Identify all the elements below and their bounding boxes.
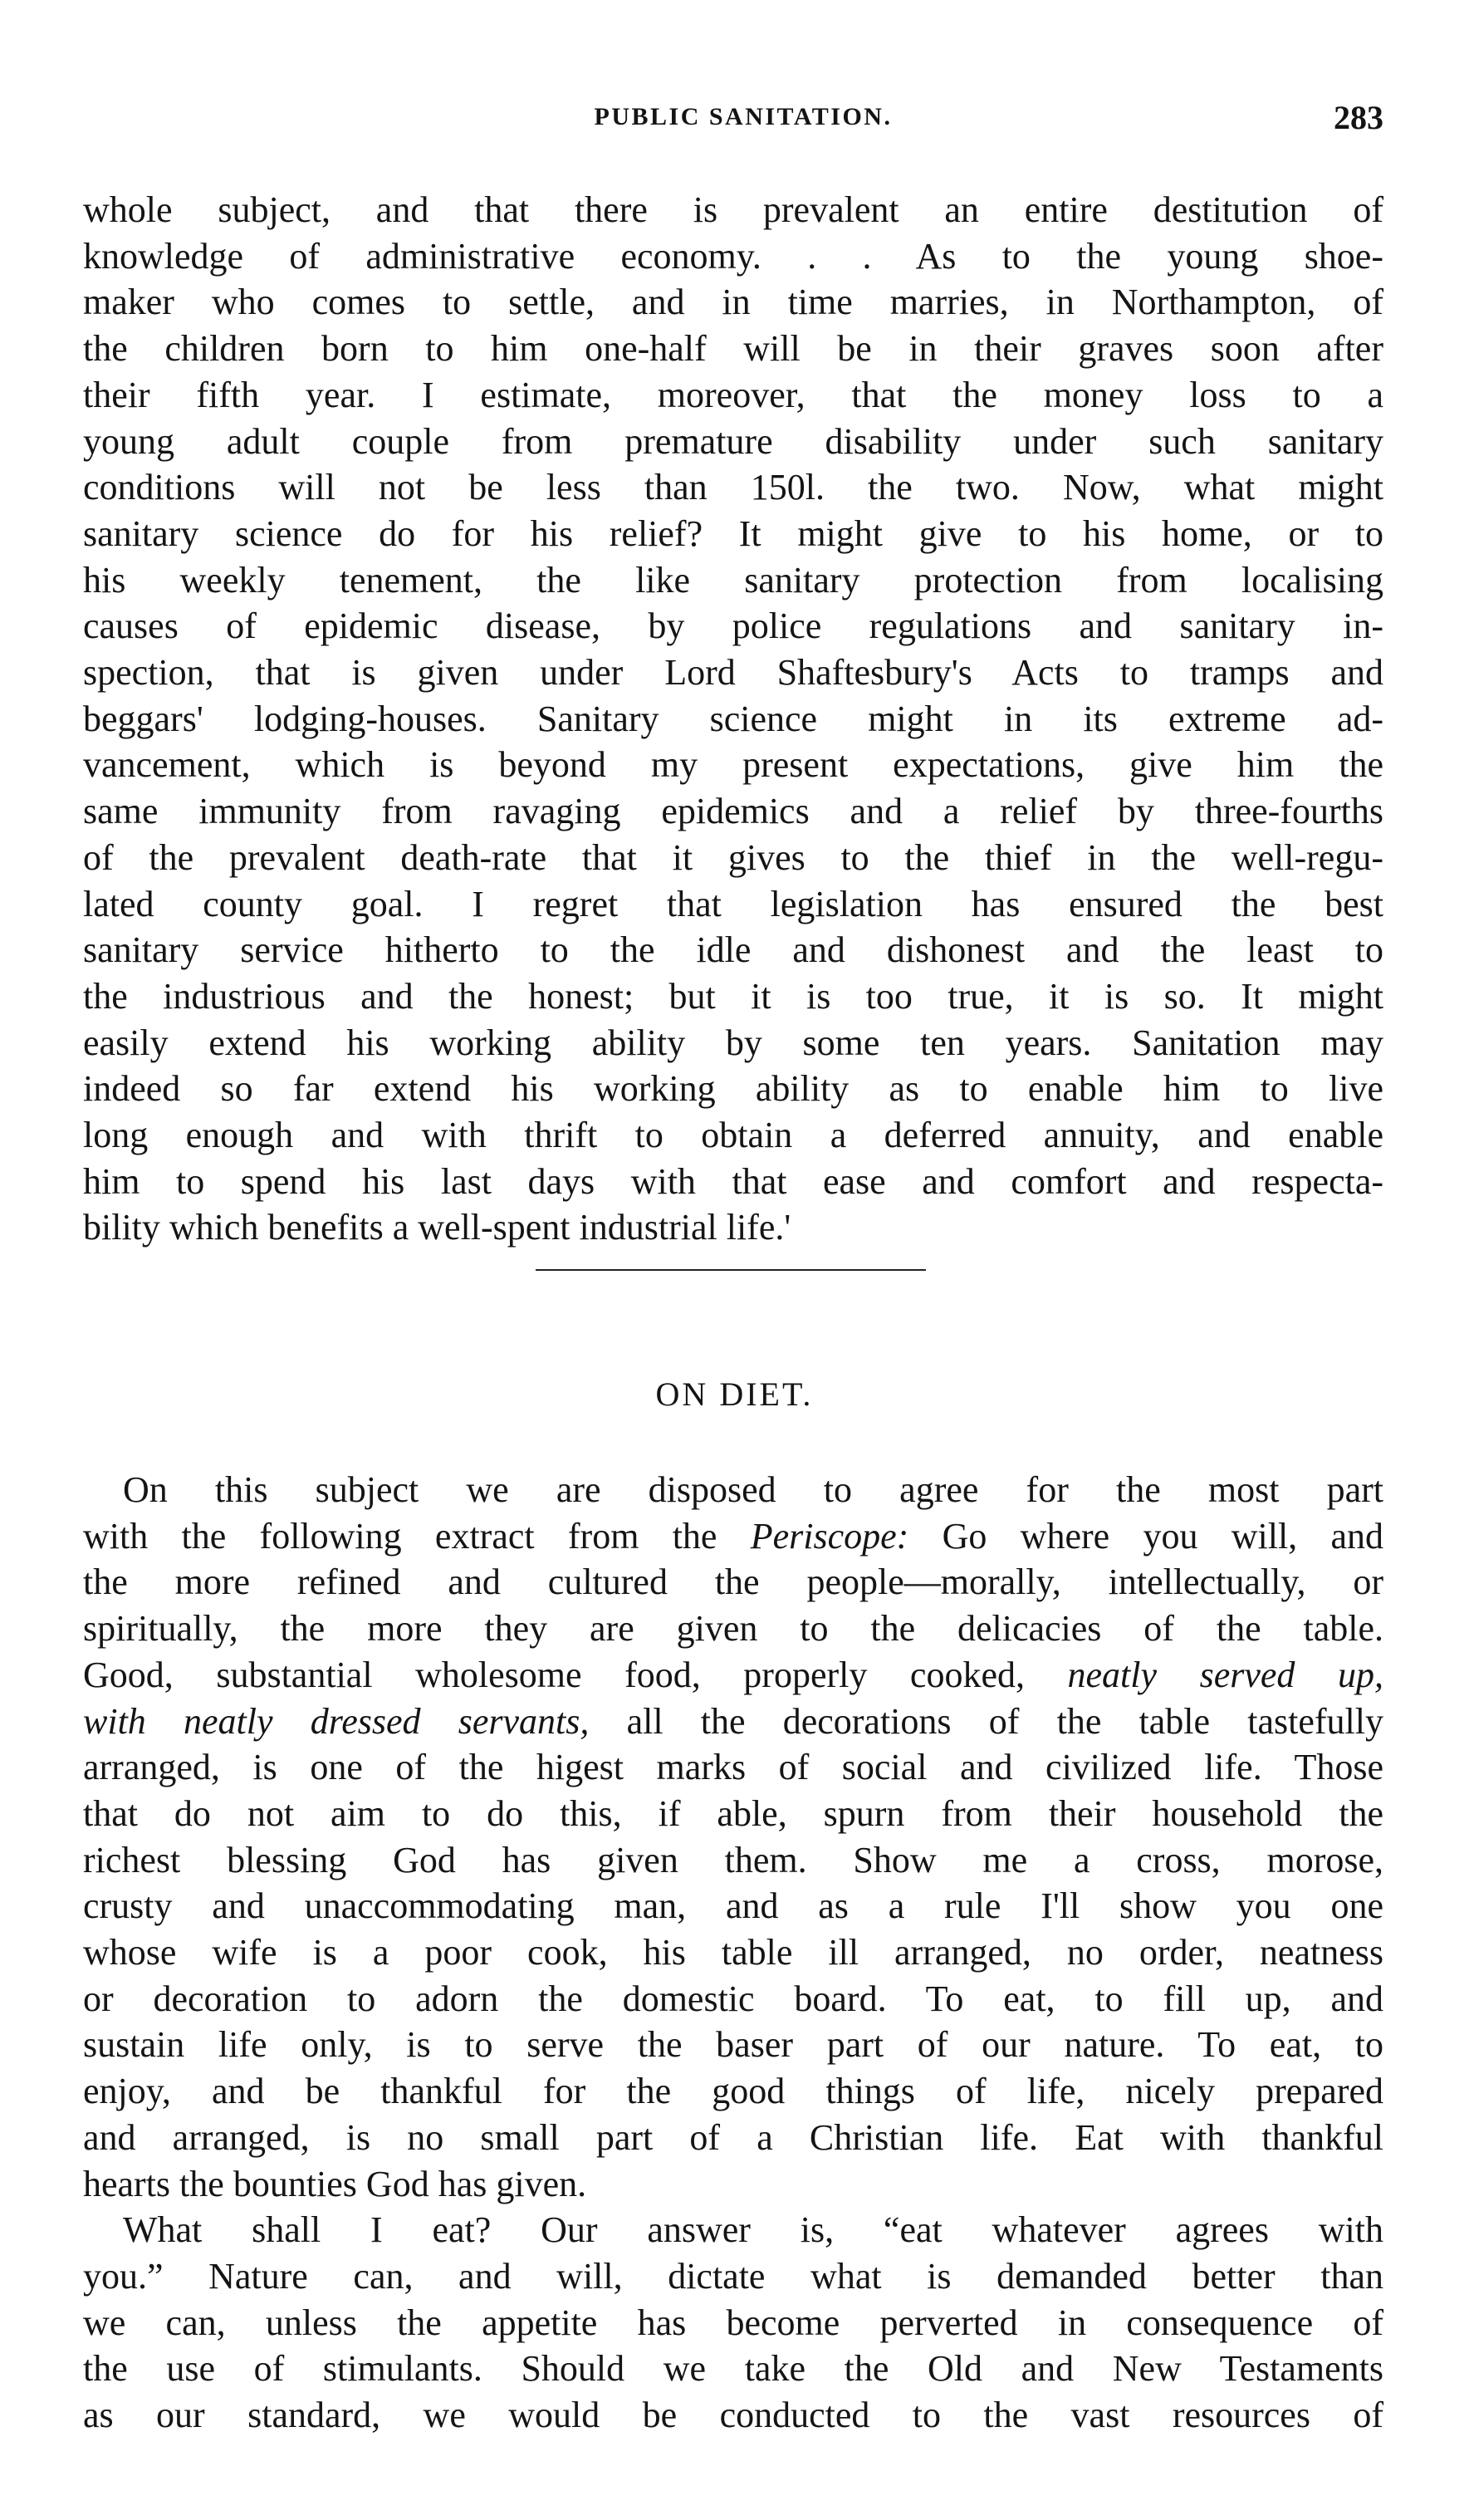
section-title: ON DIET. — [655, 1375, 814, 1413]
text-line: maker who comes to settle, and in time marries, in Northampton, of — [83, 282, 1383, 323]
text-line: On this subject we are disposed to agree for the most part — [123, 1469, 1383, 1510]
text-line: him to spend his last days with that ease and comfort and respecta- — [83, 1160, 1383, 1202]
text-line: whose wife is a poor cook, his table ill arranged, no order, neatness — [83, 1932, 1383, 1973]
text-line: the more refined and cultured the people—morally, intellectually, or — [83, 1562, 1383, 1603]
text-line: arranged, is one of the higest marks of social and civilized life. Those — [83, 1747, 1383, 1788]
text-line: bility which benefits a well-spent industrial life.' — [83, 1207, 791, 1248]
text-run: Go where you will, and — [908, 1515, 1383, 1557]
text-line: long enough and with thrift to obtain a deferred annuity, and enable — [83, 1115, 1383, 1156]
text-line: you.” Nature can, and will, dictate what is demanded better than — [83, 2255, 1383, 2297]
text-line: richest blessing God has given them. Show me a cross, morose, — [83, 1839, 1383, 1880]
text-line: hearts the bounties God has given. — [83, 2163, 587, 2204]
text-line: What shall I eat? Our answer is, “eat whatever agrees with — [123, 2209, 1383, 2251]
running-title: PUBLIC SANITATION. — [594, 103, 893, 130]
text-line: the use of stimulants. Should we take the Old and New Testaments — [83, 2348, 1383, 2390]
diet-text — [83, 1467, 1383, 2439]
text-line: of the prevalent death-rate that it gives to the thief in the well-regu- — [83, 836, 1383, 878]
text-line: spection, that is given under Lord Shaftesbury's Acts to tramps and — [83, 652, 1383, 694]
text-line — [83, 1699, 1383, 1745]
text-line: the children born to him one-half will be in their graves soon after — [83, 328, 1383, 370]
running-head — [83, 98, 1403, 148]
text-run: with the following extract from the — [83, 1515, 751, 1557]
text-line: whole subject, and that there is prevalent an entire destitution of — [83, 189, 1383, 230]
text-line: spiritually, the more they are given to the delicacies of the table. — [83, 1608, 1383, 1650]
italic-text: neatly served up, — [1067, 1654, 1383, 1695]
text-line: that do not aim to do this, if able, spurn from their household the — [83, 1792, 1383, 1834]
text-line: we can, unless the appetite has become perverted in consequence of — [83, 2302, 1383, 2343]
text-line: lated county goal. I regret that legislation has ensured the best — [83, 883, 1383, 924]
text-line: indeed so far extend his working ability as to enable him to live — [83, 1068, 1383, 1110]
page-number: 283 — [1334, 99, 1383, 136]
text-line: and arranged, is no small part of a Christian life. Eat with thankful — [83, 2116, 1383, 2158]
text-line — [83, 1652, 1383, 1699]
text-line: his weekly tenement, the like sanitary protection from localising — [83, 559, 1383, 601]
text-line: same immunity from ravaging epidemics and a relief by three-fourths — [83, 791, 1383, 832]
text-run: Good, substantial wholesome food, properly cooked, — [83, 1654, 1068, 1695]
text-line: their fifth year. I estimate, moreover, that the money loss to a — [83, 374, 1383, 415]
text-line: enjoy, and be thankful for the good things of life, nicely prepared — [83, 2071, 1383, 2112]
text-line: the industrious and the honest; but it is too true, it is so. It might — [83, 975, 1383, 1017]
text-line: vancement, which is beyond my present expectations, give him the — [83, 744, 1383, 786]
italic-text: with neatly dressed servants, — [83, 1700, 590, 1742]
text-line: knowledge of administrative economy. . . As to the young shoe- — [83, 235, 1383, 277]
text-line: or decoration to adorn the domestic board. To eat, to fill up, and — [83, 1978, 1383, 2019]
text-run: all the decorations of the table tastefully — [589, 1700, 1383, 1742]
quote-continuation — [83, 187, 1383, 1251]
section-divider — [536, 1269, 926, 1271]
text-line: crusty and unaccommodating man, and as a rule I'll show you one — [83, 1885, 1383, 1927]
text-line: as our standard, we would be conducted to the vast resources of — [83, 2395, 1383, 2436]
text-line: sanitary science do for his relief? It might give to his home, or to — [83, 512, 1383, 554]
italic-text: Periscope: — [750, 1515, 909, 1557]
text-line: easily extend his working ability by some ten years. Sanitation may — [83, 1022, 1383, 1063]
text-line — [83, 1513, 1383, 1560]
text-line: sanitary service hitherto to the idle and dishonest and the least to — [83, 929, 1383, 971]
text-line: conditions will not be less than 150l. the two. Now, what might — [83, 467, 1383, 508]
text-line: causes of epidemic disease, by police regulations and sanitary in- — [83, 605, 1383, 647]
text-line: beggars' lodging-houses. Sanitary science might in its extreme ad- — [83, 698, 1383, 739]
text-line: sustain life only, is to serve the baser part of our nature. To eat, to — [83, 2024, 1383, 2066]
text-line: young adult couple from premature disability under such sanitary — [83, 420, 1383, 462]
